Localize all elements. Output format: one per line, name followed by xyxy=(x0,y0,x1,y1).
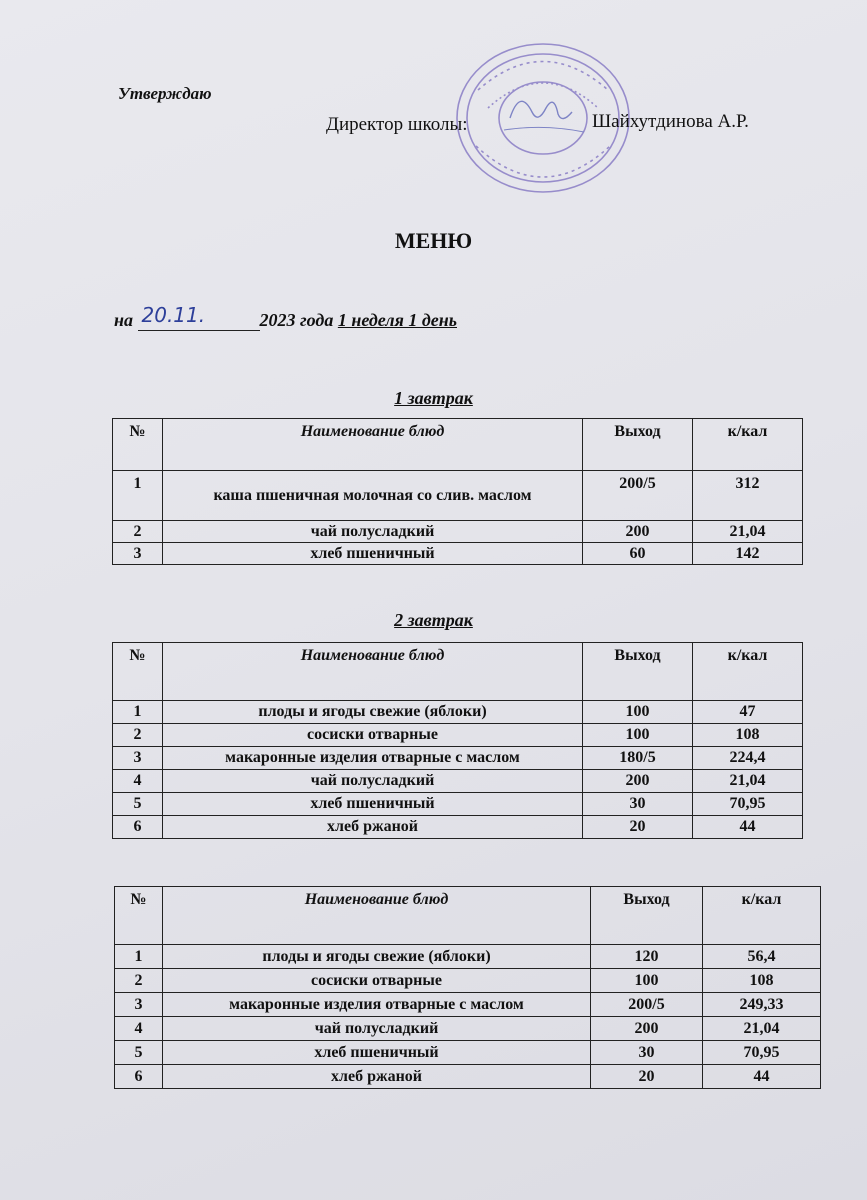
row-number: 4 xyxy=(115,1017,163,1041)
dish-yield: 200/5 xyxy=(591,993,703,1017)
table-header-row xyxy=(115,887,821,945)
row-number: 6 xyxy=(115,1065,163,1089)
col-header-dish: Наименование блюд xyxy=(163,419,583,471)
row-number: 5 xyxy=(113,793,163,816)
section-heading-breakfast-1: 1 завтрак xyxy=(394,388,473,408)
dish-yield: 20 xyxy=(591,1065,703,1089)
col-header-yield: Выход xyxy=(591,887,703,945)
dish-kcal: 108 xyxy=(703,969,821,993)
dish-name: плоды и ягоды свежие (яблоки) xyxy=(163,701,583,724)
section-heading-breakfast-2: 2 завтрак xyxy=(394,610,473,630)
table-row xyxy=(113,543,803,565)
date-prefix: на xyxy=(114,310,133,330)
table-row xyxy=(113,471,803,521)
page-title: МЕНЮ xyxy=(394,228,473,253)
table-row xyxy=(113,724,803,747)
dish-kcal: 312 xyxy=(693,471,803,521)
dish-name: чай полусладкий xyxy=(163,1017,591,1041)
table-header-row xyxy=(113,643,803,701)
dish-yield: 60 xyxy=(583,543,693,565)
row-number: 1 xyxy=(115,945,163,969)
dish-yield: 100 xyxy=(583,701,693,724)
row-number: 2 xyxy=(113,521,163,543)
dish-kcal: 21,04 xyxy=(703,1017,821,1041)
dish-kcal: 70,95 xyxy=(693,793,803,816)
row-number: 3 xyxy=(113,747,163,770)
dish-name: чай полусладкий xyxy=(163,521,583,543)
dish-name: хлеб пшеничный xyxy=(163,793,583,816)
dish-yield: 200/5 xyxy=(583,471,693,521)
dish-name: хлеб ржаной xyxy=(163,1065,591,1089)
col-header-yield: Выход xyxy=(583,419,693,471)
row-number: 5 xyxy=(115,1041,163,1065)
director-name: Шайхутдинова А.Р. xyxy=(592,111,749,132)
row-number: 2 xyxy=(115,969,163,993)
dish-name: сосиски отварные xyxy=(163,969,591,993)
col-header-kcal: к/кал xyxy=(693,643,803,701)
col-header-number: № xyxy=(113,643,163,701)
row-number: 2 xyxy=(113,724,163,747)
table-row xyxy=(113,793,803,816)
dish-kcal: 249,33 xyxy=(703,993,821,1017)
dish-name: каша пшеничная молочная со слив. маслом xyxy=(163,471,583,521)
dish-name: макаронные изделия отварные с маслом xyxy=(163,747,583,770)
dish-yield: 200 xyxy=(591,1017,703,1041)
col-header-dish: Наименование блюд xyxy=(163,643,583,701)
dish-yield: 20 xyxy=(583,816,693,839)
menu-table-3 xyxy=(114,886,821,1089)
dish-kcal: 224,4 xyxy=(693,747,803,770)
dish-name: плоды и ягоды свежие (яблоки) xyxy=(163,945,591,969)
table-row xyxy=(113,701,803,724)
approve-label: Утверждаю xyxy=(118,84,212,103)
dish-kcal: 142 xyxy=(693,543,803,565)
table-row xyxy=(115,1041,821,1065)
dish-yield: 180/5 xyxy=(583,747,693,770)
date-blank xyxy=(138,303,260,331)
dish-yield: 30 xyxy=(583,793,693,816)
dish-yield: 100 xyxy=(591,969,703,993)
table-row xyxy=(113,770,803,793)
col-header-number: № xyxy=(115,887,163,945)
date-line xyxy=(114,303,457,331)
dish-name: хлеб пшеничный xyxy=(163,543,583,565)
dish-kcal: 70,95 xyxy=(703,1041,821,1065)
col-header-dish: Наименование блюд xyxy=(163,887,591,945)
col-header-number: № xyxy=(113,419,163,471)
dish-yield: 100 xyxy=(583,724,693,747)
col-header-yield: Выход xyxy=(583,643,693,701)
dish-kcal: 21,04 xyxy=(693,521,803,543)
dish-kcal: 56,4 xyxy=(703,945,821,969)
table-header-row xyxy=(113,419,803,471)
table-row xyxy=(115,1017,821,1041)
row-number: 3 xyxy=(113,543,163,565)
table-row xyxy=(115,945,821,969)
row-number: 1 xyxy=(113,471,163,521)
col-header-kcal: к/кал xyxy=(703,887,821,945)
row-number: 6 xyxy=(113,816,163,839)
dish-yield: 120 xyxy=(591,945,703,969)
menu-table-breakfast-1 xyxy=(112,418,803,565)
dish-kcal: 47 xyxy=(693,701,803,724)
handwritten-date: 20.11. xyxy=(141,303,206,327)
dish-yield: 200 xyxy=(583,770,693,793)
table-row xyxy=(115,993,821,1017)
dish-kcal: 21,04 xyxy=(693,770,803,793)
col-header-kcal: к/кал xyxy=(693,419,803,471)
table-row xyxy=(113,747,803,770)
dish-yield: 30 xyxy=(591,1041,703,1065)
dish-yield: 200 xyxy=(583,521,693,543)
dish-name: хлеб пшеничный xyxy=(163,1041,591,1065)
dish-name: хлеб ржаной xyxy=(163,816,583,839)
week-day: 1 неделя 1 день xyxy=(337,310,457,330)
dish-kcal: 44 xyxy=(703,1065,821,1089)
table-row xyxy=(113,521,803,543)
date-year: 2023 года xyxy=(259,310,334,330)
menu-table-breakfast-2 xyxy=(112,642,803,839)
dish-name: макаронные изделия отварные с маслом xyxy=(163,993,591,1017)
row-number: 4 xyxy=(113,770,163,793)
table-row xyxy=(115,969,821,993)
dish-kcal: 44 xyxy=(693,816,803,839)
director-label: Директор школы: xyxy=(326,114,468,135)
table-row xyxy=(115,1065,821,1089)
table-row xyxy=(113,816,803,839)
dish-name: чай полусладкий xyxy=(163,770,583,793)
row-number: 3 xyxy=(115,993,163,1017)
dish-kcal: 108 xyxy=(693,724,803,747)
dish-name: сосиски отварные xyxy=(163,724,583,747)
row-number: 1 xyxy=(113,701,163,724)
